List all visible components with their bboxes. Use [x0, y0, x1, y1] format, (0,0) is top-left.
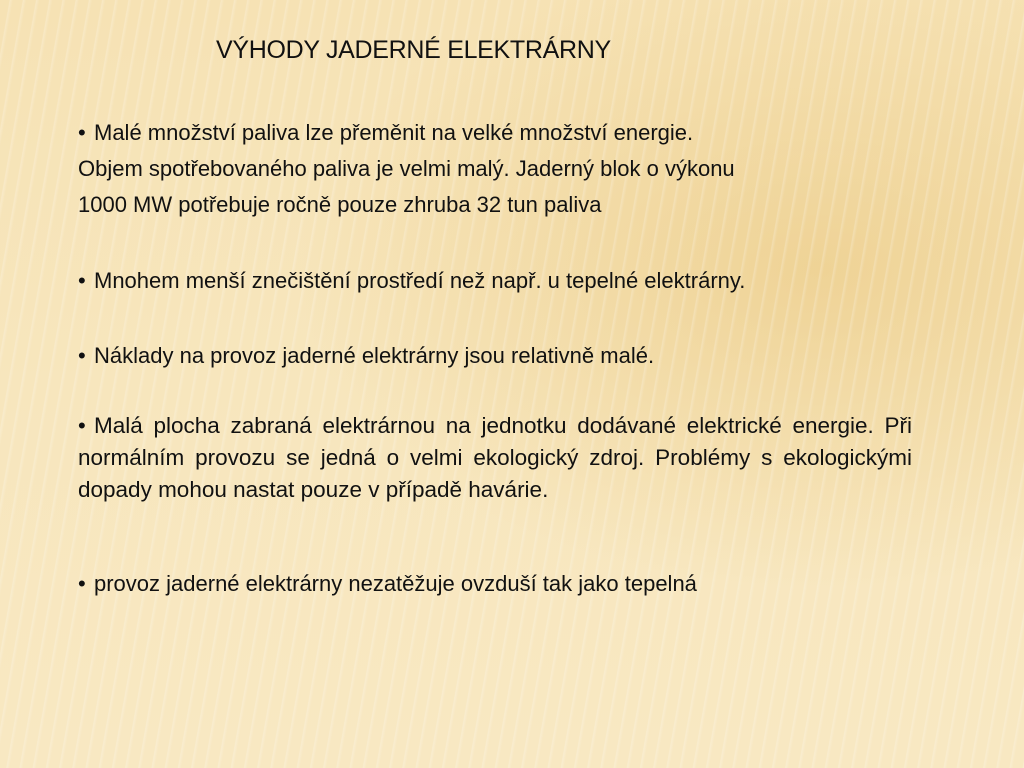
- bullet-dot: •: [78, 343, 86, 368]
- bullet-item-4: [78, 410, 912, 506]
- bullet-1-line-3: 1000 MW potřebuje ročně pouze zhruba 32 tun paliva: [78, 192, 602, 217]
- bullet-dot: •: [78, 120, 86, 145]
- bullet-item-1: [78, 115, 898, 223]
- bullet-dot: •: [78, 268, 86, 293]
- bullet-item-3: [78, 338, 918, 374]
- bullet-1-line-1: [78, 115, 898, 151]
- bullet-item-2: [78, 263, 918, 299]
- bullet-1-line-2: Objem spotřebovaného paliva je velmi malý. Jaderný blok o výkonu: [78, 156, 735, 181]
- bullet-dot: •: [78, 571, 86, 596]
- bullet-5-text: provoz jaderné elektrárny nezatěžuje ovzduší tak jako tepelná: [94, 571, 697, 596]
- slide-title: VÝHODY JADERNÉ ELEKTRÁRNY: [216, 36, 611, 64]
- bullet-2-text: Mnohem menší znečištění prostředí než např. u tepelné elektrárny.: [94, 268, 746, 293]
- bullet-3-text: Náklady na provoz jaderné elektrárny jsou relativně malé.: [94, 343, 655, 368]
- bullet-1-text-1: Malé množství paliva lze přeměnit na velké množství energie.: [94, 120, 694, 145]
- bullet-item-5: [78, 566, 918, 602]
- bullet-dot: •: [78, 413, 86, 438]
- bullet-4-text: Malá plocha zabraná elektrárnou na jednotku dodávané elektrické energie. Při normálním provozu se jedná o velmi ekologický zdroj. Problémy s ekologickými dopady mohou nastat pouze v případě havárie.: [78, 413, 912, 502]
